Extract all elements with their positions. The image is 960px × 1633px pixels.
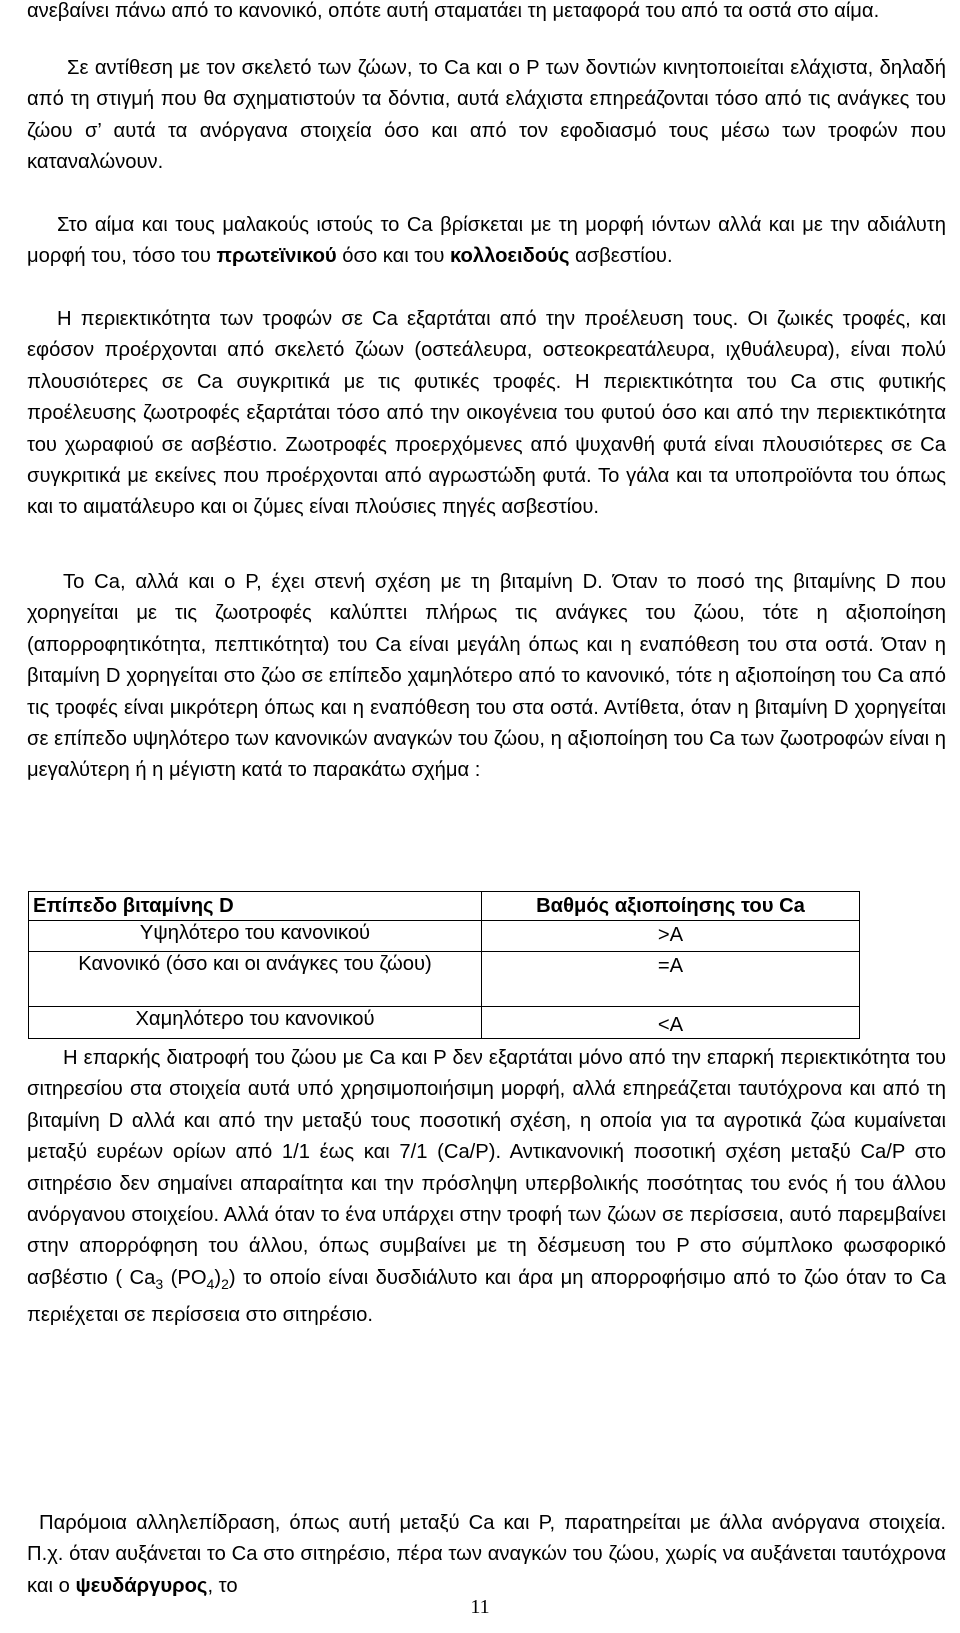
table-header-row bbox=[29, 892, 860, 921]
paragraph-blood bbox=[27, 210, 946, 273]
interact-text-1: Παρόμοια αλληλεπίδραση, όπως αυτή μεταξύ Ca και P, παρατηρείται με άλλα ανόργανα στοιχεία. Π.χ. όταν αυξάνεται το Ca στο σιτηρέσιο, πέρα των αναγκών του ζώου, χωρίς να αυξάνεται ταυτόχρονα και ο bbox=[27, 1512, 946, 1597]
subscript: 3 bbox=[155, 1275, 164, 1292]
paragraph-ca-p-supply bbox=[27, 1043, 946, 1332]
blood-text-3: ασβεστίου. bbox=[569, 245, 673, 268]
row-level: Χαμηλότερο του κανονικού bbox=[29, 1007, 482, 1039]
table-row bbox=[29, 952, 860, 1007]
paragraph-interaction bbox=[27, 1508, 946, 1602]
row-utilization: <A bbox=[482, 1007, 860, 1039]
vitamin-d-table bbox=[28, 891, 860, 1039]
colloidal-term: κολλοειδούς bbox=[449, 245, 570, 268]
supply-text-2: (PO bbox=[163, 1266, 207, 1289]
row-utilization: =A bbox=[482, 952, 860, 1007]
subscript: 4 bbox=[206, 1275, 215, 1292]
proteinic-term: πρωτεϊνικού bbox=[216, 245, 337, 268]
page-number: 11 bbox=[470, 1596, 490, 1618]
table-row bbox=[29, 1007, 860, 1039]
blood-text-1: Στο αίμα και τους μαλακούς ιστούς το Ca βρίσκεται με τη μορφή ιόντων αλλά και με την αδιάλυτη μορφή του, τόσο του bbox=[27, 214, 946, 268]
row-level: Υψηλότερο του κανονικού bbox=[29, 921, 482, 952]
row-utilization: >A bbox=[482, 921, 860, 952]
interact-text-2: , το bbox=[207, 1574, 238, 1597]
header-vitamin-level: Επίπεδο βιταμίνης D bbox=[29, 892, 482, 921]
row-level: Κανονικό (όσο και οι ανάγκες του ζώου) bbox=[29, 952, 482, 1007]
header-ca-utilization: Βαθμός αξιοποίησης του Ca bbox=[482, 892, 860, 921]
supply-text-4: ) το οποίο είναι δυσδιάλυτο και άρα μη απορροφήσιμο από το ζώο όταν το Ca περιέχεται σε περίσσεια στο σιτηρέσιο. bbox=[27, 1266, 947, 1327]
paragraph-continuation: ανεβαίνει πάνω από το κανονικό, οπότε αυτή σταματάει τη μεταφορά του από τα οστά στο αίμα. bbox=[27, 0, 880, 22]
supply-text-3: ) bbox=[214, 1266, 222, 1289]
subscript: 2 bbox=[221, 1275, 229, 1292]
paragraph-vitamin-d: Το Ca, αλλά και ο P, έχει στενή σχέση με τη βιταμίνη D. Όταν το ποσό της βιταμίνης D που χορηγείται με τις ζωοτροφές καλύπτει πλήρως τις ανάγκες του ζώου, τότε η αξιοποίηση (απορροφητικότητα, πεπτικότητα) του Ca είναι μεγάλη όπως και η εναπόθεση του στα οστά. Όταν η βιταμίνη D χορηγείται στο ζώο σε επίπεδο χαμηλότερο από το κανονικό, τότε η αξιοποίηση του Ca από τις τροφές είναι μικρότερη όπως και η εναπόθεση του στα οστά. Αντίθετα, όταν η βιταμίνη D χορηγείται σε επίπεδο υψηλότερο των κανονικών αναγκών του ζώου, η αξιοποίηση του Ca των ζωοτροφών είναι η μεγαλύτερη ή η μέγιστη κατά το παρακάτω σχήμα : bbox=[27, 571, 946, 782]
supply-text-1: Η επαρκής διατροφή του ζώου με Ca και P δεν εξαρτάται μόνο από την επαρκή περιεκτικότητα του σιτηρεσίου στα στοιχεία αυτά υπό χρησιμοποιήσιμη μορφή, αλλά επηρεάζεται ταυτόχρονα και από τη βιταμίνη D αλλά και από την μεταξύ τους ποσοτική σχέση, η οποία για τα αγροτικά ζώα κυμαίνεται μεταξύ ευρέων ορίων από 1/1 έως και 7/1 (Ca/P). Αντικανονική ποσοτική σχέση μεταξύ Ca/P στο σιτηρέσιο δεν σημαίνει απαραίτητα και την πρόσληψη υπερβολικής ποσότητας του ενός ή του άλλου ανόργανου στοιχείου. Αλλά όταν το ένα υπάρχει στην τροφή των ζώων σε περίσσεια, αυτό παρεμβαίνει στην απορρόφηση του άλλου, όπως συμβαίνει με τη δέσμευση του P στο σύμπλοκο φωσφορικό ασβέστιο ( Ca bbox=[27, 1047, 946, 1289]
paragraph-teeth: Σε αντίθεση με τον σκελετό των ζώων, το Ca και ο P των δοντιών κινητοποιείται ελάχιστα, δηλαδή από τη στιγμή που θα σχηματιστούν τα δόντια, αυτά ελάχιστα επηρεάζονται τόσο από τις ανάγκες του ζώου σ’ αυτά τα ανόργανα στοιχεία όσο και από τον εφοδιασμό τους μέσω των τροφών που καταναλώνουν. bbox=[27, 57, 946, 174]
zinc-term: ψευδάργυρος bbox=[75, 1574, 208, 1597]
paragraph-feed-content: Η περιεκτικότητα των τροφών σε Ca εξαρτάται από την προέλευση τους. Οι ζωικές τροφές, και εφόσον προέρχονται από σκελετό ζώων (οστεάλευρα, οστεοκρεατάλευρα, ιχθυάλευρα), είναι πολύ πλουσιότερες σε Ca συγκριτικά με τις φυτικές τροφές. Η περιεκτικότητα του Ca στις φυτικής προέλευσης ζωοτροφές εξαρτάται τόσο από την οικογένεια του φυτού όσο και από την περιεκτικότητα του χωραφιού σε ασβέστιο. Ζωοτροφές προερχόμενες από ψυχανθή φυτά είναι πλουσιότερες σε Ca συγκριτικά με εκείνες που προέρχονται από αγρωστώδη φυτά. Το γάλα και τα υποπροϊόντα του όπως και το αιματάλευρο και οι ζύμες είναι πλούσιες πηγές ασβεστίου. bbox=[27, 308, 946, 519]
blood-text-2: όσο και του bbox=[336, 245, 450, 268]
table-row bbox=[29, 921, 860, 952]
